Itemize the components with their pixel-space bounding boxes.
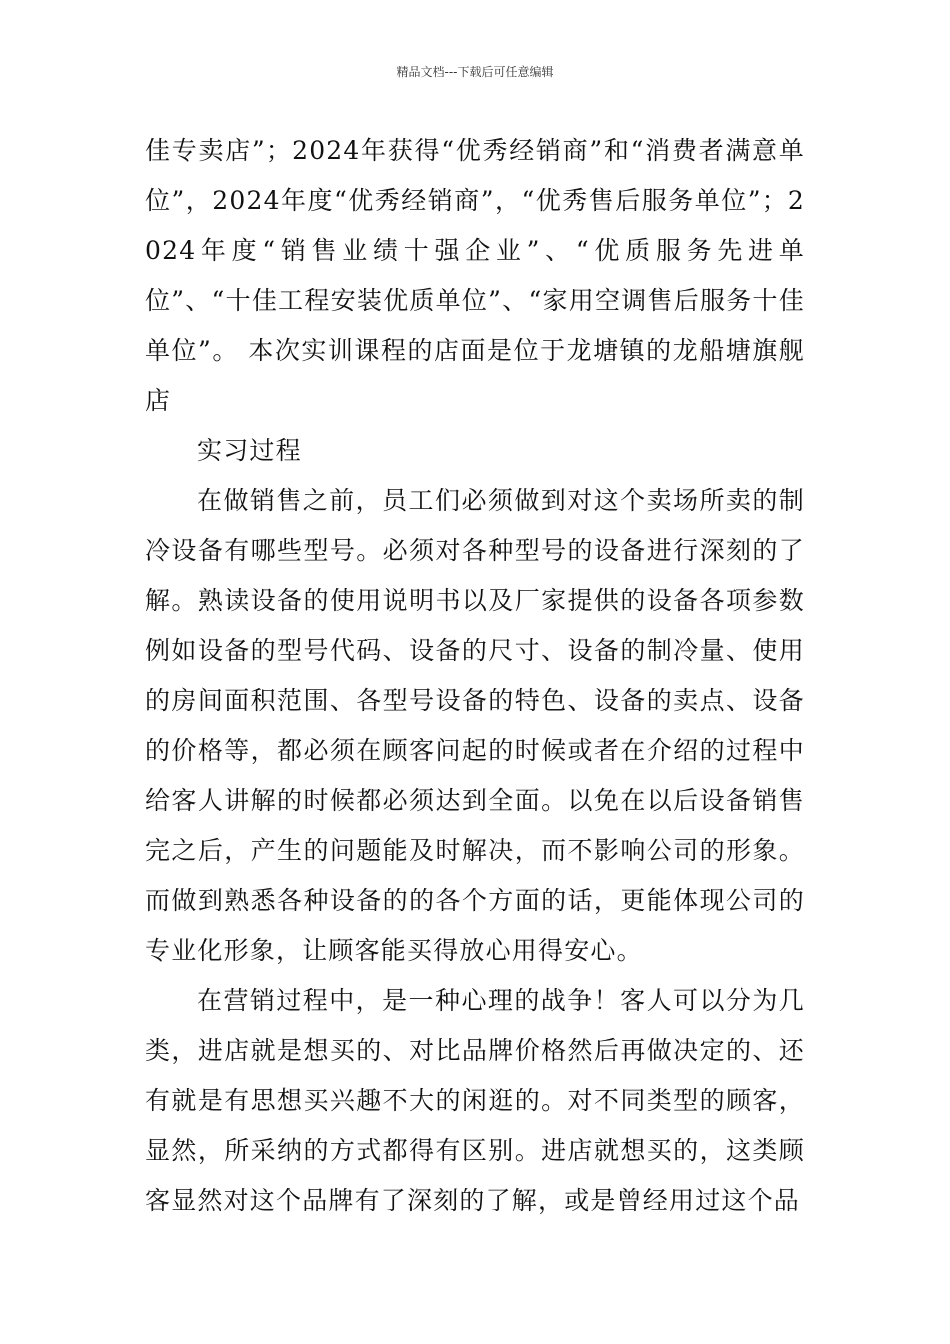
paragraph-product-knowledge: 在做销售之前，员工们必须做到对这个卖场所卖的制冷设备有哪些型号。必须对各种型号的设备进行深刻的了解。熟读设备的使用说明书以及厂家提供的设备各项参数例如设备的型号代码、设备的尺寸、设备的制冷量、使用的房间面积范围、各型号设备的特色、设备的卖点、设备的价格等，都必须在顾客问起的时候或者在介绍的过程中给客人讲解的时候都必须达到全面。以免在以后设备销售完之后，产生的问题能及时解决，而不影响公司的形象。而做到熟悉各种设备的的各个方面的话，更能体现公司的专业化形象，让顾客能买得放心用得安心。 bbox=[145, 486, 805, 965]
page-header: 精品文档---下载后可任意编辑 bbox=[396, 65, 554, 79]
paragraph-continuation: 佳专卖店”；2024年获得“优秀经销商”和“消费者满意单位”，2024年度“优秀经销商”，“优秀售后服务单位”；2024年度“销售业绩十强企业”、“优质服务先进单位”、“十佳工程安装优质单位”、“家用空调售后服务十佳单位”。 本次实训课程的店面是位于龙塘镇的龙船塘旗舰店 bbox=[145, 136, 805, 415]
document-body bbox=[145, 126, 805, 1226]
paragraph-sales-psychology: 在营销过程中，是一种心理的战争！客人可以分为几类，进店就是想买的、对比品牌价格然后再做决定的、还有就是有思想买兴趣不大的闲逛的。对不同类型的顾客，显然，所采纳的方式都得有区别。进店就想买的，这类顾客显然对这个品牌有了深刻的了解，或是曾经用过这个品 bbox=[145, 986, 805, 1215]
section-heading-internship-process: 实习过程 bbox=[197, 436, 302, 465]
